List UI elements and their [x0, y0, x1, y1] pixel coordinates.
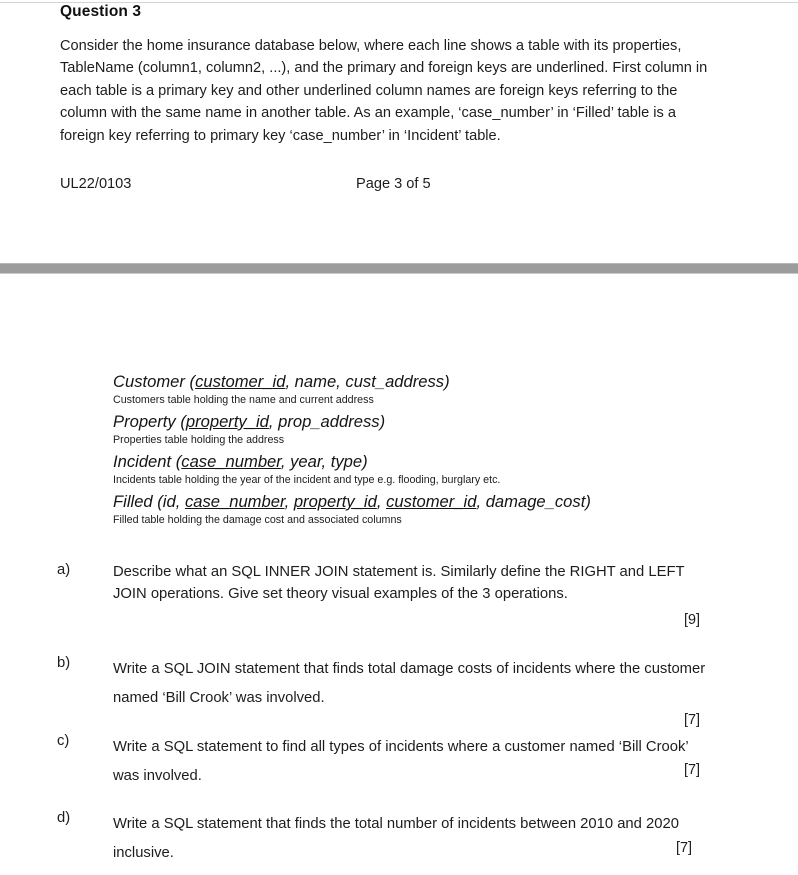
schema-entry-customer	[113, 372, 713, 407]
question-marks-a: [9]	[684, 612, 700, 628]
question-marks-b: [7]	[684, 712, 700, 728]
schema-definition-property: Property (property_id, prop_address)	[113, 412, 386, 431]
question-marks-c: [7]	[684, 762, 700, 778]
schema-definition-filled: Filled (id, case_number, property_id, customer_id, damage_cost)	[113, 492, 591, 511]
schema-definition-customer: Customer (customer_id, name, cust_address)	[113, 372, 450, 391]
schema-caption-filled: Filled table holding the damage cost and associated columns	[113, 514, 402, 526]
footer-page-indicator: Page 3 of 5	[356, 176, 431, 192]
schema-definition-incident: Incident (case_number, year, type)	[113, 452, 368, 471]
database-schema-list	[113, 372, 713, 532]
question-text-a: Describe what an SQL INNER JOIN statement is. Similarly define the RIGHT and LEFT JOIN operations. Give set theory visual examples of the 3 operations.	[113, 564, 685, 602]
schema-caption-customer: Customers table holding the name and current address	[113, 394, 374, 406]
question-text-d: Write a SQL statement that finds the total number of incidents between 2010 and 2020 inclusive.	[113, 816, 679, 861]
schema-entry-property	[113, 412, 713, 447]
question-label-c: c)	[57, 733, 70, 749]
question-label-a: a)	[57, 562, 71, 578]
separator-shadow	[0, 273, 798, 274]
schema-caption-property: Properties table holding the address	[113, 434, 285, 446]
page-separator-band	[0, 264, 798, 273]
question-label-b: b)	[57, 655, 71, 671]
question-marks-d: [7]	[676, 840, 692, 856]
footer-paper-code: UL22/0103	[60, 176, 132, 192]
question-text-c: Write a SQL statement to find all types of incidents where a customer named ‘Bill Crook’ was involved.	[113, 739, 689, 784]
schema-entry-incident	[113, 452, 713, 487]
schema-entry-filled	[113, 492, 713, 527]
question-text-b: Write a SQL JOIN statement that finds total damage costs of incidents where the customer named ‘Bill Crook’ was involved.	[113, 661, 706, 706]
schema-caption-incident: Incidents table holding the year of the incident and type e.g. flooding, burglary etc.	[113, 474, 501, 486]
page-title: Question 3	[60, 3, 142, 20]
question-label-d: d)	[57, 810, 71, 826]
intro-paragraph: Consider the home insurance database below, where each line shows a table with its properties, TableName (column1, column2, ...), and the primary and foreign keys are underlined. First column in each table is a primary key and other underlined column names are foreign keys referring to the column with the same name in another table. As an example, ‘case_number’ in ‘Filled’ table is a foreign key referring to primary key ‘case_number’ in ‘Incident’ table.	[60, 38, 708, 144]
